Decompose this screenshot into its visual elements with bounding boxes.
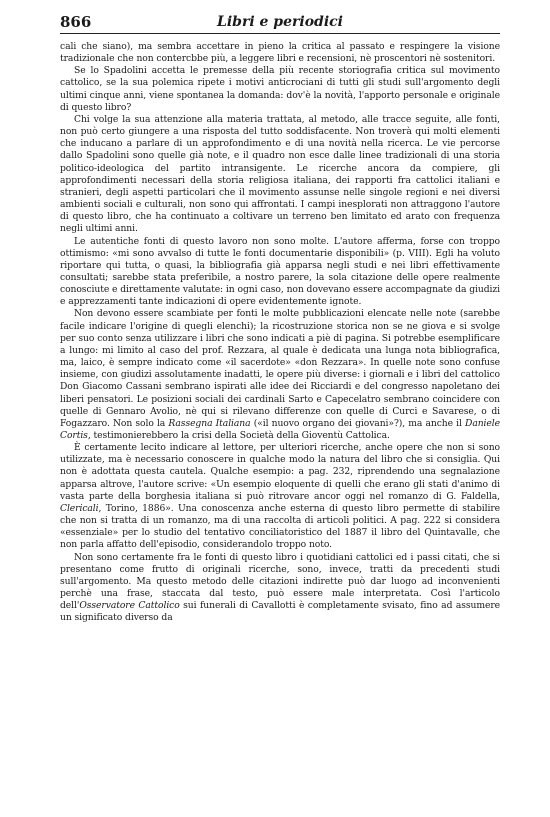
running-title: Libri e periodici — [217, 14, 343, 30]
paragraph-1: cali che siano), ma sembra accettare in pieno la critica al passato e respingere la visione tradizionale che non contercbbe più, a leggere libri e recensioni, nè proscentori nè sostenitori. — [60, 41, 500, 65]
paragraph-3: Chi volge la sua attenzione alla materia trattata, al metodo, alle tracce seguite, alle fonti, non può certo giungere a una risposta del tutto soddisfacente. Non troverà qui molti elementi che inducano a parlare di un approfondimento e di una novità nella ricerca. Le vie percorse dallo Spadolini sono quelle già note, e il quadro non esce dalle linee tradizionali di una storia politico-ideologica del partito intransigente. Le ricerche ancora da compiere, gli approfondimenti necessari della storia religiosa italiana, dei rapporti fra cattolici italiani e stranieri, degli aspetti particolari che il movimento assunse nelle singole regioni e nei diversi ambienti sociali e culturali, non sono qui affrontati. I campi inesplorati non attraggono l'autore di questo libro, che ha continuato a coltivare un terreno ben limitato ed arato con frequenza negli ultimi anni. — [60, 113, 500, 235]
paragraph-4: Le autentiche fonti di questo lavoro non sono molte. L'autore afferma, forse con troppo ottimismo: «mi sono avvalso di tutte le fonti documentarie disponibili» (p. VIII). Egli ha voluto riportare qui tutta, o quasi, la bibliografia già apparsa negli studi e nei libri effettivamente consultati; sarebbe stata preferibile, a nostro parere, la sola citazione delle opere realmente conosciute e direttamente valutate: in ogni caso, non dovevano essere accompagnate da giudizi e apprezzamenti tante indicazioni di opere evidentemente ignote. — [60, 235, 500, 308]
paragraph-5: Non devono essere scambiate per fonti le molte pubblicazioni elencate nelle note (sarebbe facile indicare l'origine di quegli elenchi); la ricostruzione storica non se ne giova e si svolge per suo conto senza utilizzare i libri che sono indicati a piè di pagina. Si potrebbe esemplificare a lungo: mi limito al caso del prof. Rezzara, al quale è dedicata una lunga nota bibliografica, ma, laico, è sempre indicato come «il sacerdote» «don Rezzara». In quelle note sono confuse insieme, con giudizi assolutamente inadatti, le opere più diverse: i giornali e i libri del cattolico Don Giacomo Cassani sembrano ispirati alle idee dei Ricciardi e del congresso napoletano dei liberi pensatori. Le posizioni sociali dei cardinali Sarto e Capecelatro sembrano coincidere con quelle di Gennaro Avolio, nè qui si rilevano differenze con quelle di Curci e Savarese, o di Fogazzaro. Non solo la Rassegna Italiana («il nuovo organo dei giovani»?), ma anche il Daniele Cortis, testimonierebbero la crisi della Società della Gioventù Cattolica. — [60, 308, 500, 441]
paragraph-2: Se lo Spadolini accetta le premesse della più recente storiografia critica sul movimento cattolico, se la sua polemica ripete i motivi anticrociani di tutti gli studi sull'argomento degli ultimi cinque anni, viene spontanea la domanda: dov'è la novità, l'apporto personale e originale di questo libro? — [60, 65, 500, 113]
page-number: 866 — [60, 13, 92, 31]
running-header — [60, 13, 500, 34]
paragraph-6: È certamente lecito indicare al lettore, per ulteriori ricerche, anche opere che non si sono utilizzate, ma è necessario conoscere in qualche modo la natura del libro che si consiglia. Qui non è adottata questa cautela. Qualche esempio: a pag. 232, riprendendo una segnalazione apparsa altrove, l'autore scrive: «Un esempio eloquente di quelli che erano gli stati d'animo di vasta parte della borghesia italiana si può ritrovare ancor oggi nel romanzo di G. Faldella, Clericali, Torino, 1886». Una conoscenza anche esterna di questo libro permette di stabilire che non si tratta di un romanzo, ma di una raccolta di articoli politici. A pag. 222 si considera «essenziale» per lo studio del tentativo conciliatoristico del 1887 il libro del Quintavalle, che non parla affatto dell'episodio, considerandolo troppo noto. — [60, 442, 500, 551]
paragraph-7: Non sono certamente fra le fonti di questo libro i quotidiani cattolici ed i passi citati, che si presentano come frutto di originali ricerche, sono, invece, tratti da precedenti studi sull'argomento. Ma questo metodo delle citazioni indirette può dar luogo ad inconvenienti perchè una frase, staccata dal testo, può essere male interpretata. Così l'articolo dell'Osservatore Cattolico sui funerali di Cavallotti è completamente svisato, fino ad assumere un significato diverso da — [60, 551, 500, 624]
body-text — [60, 41, 500, 625]
